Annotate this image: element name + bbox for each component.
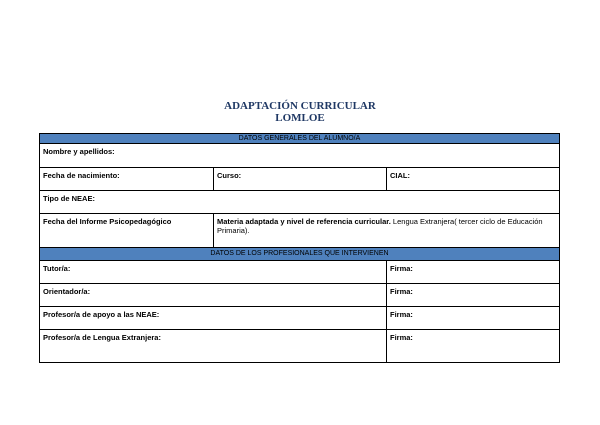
materia-cell [213,214,559,247]
document-title: ADAPTACIÓN CURRICULAR [224,100,376,112]
profesor-lengua-firma-label: Firma: [386,330,559,362]
table-row-orientador [39,284,560,307]
table-row-tutor [39,261,560,284]
table-row-profesor-apoyo [39,307,560,330]
cial-label: CIAL: [386,168,559,190]
table-row-profesor-lengua [39,330,560,363]
tutor-firma-label: Firma: [386,261,559,283]
section-header-alumno [39,133,560,144]
profesor-apoyo-firma-label: Firma: [386,307,559,329]
section-header-alumno-label: DATOS GENERALES DEL ALUMNO/A [238,135,361,142]
profesor-apoyo-label: Profesor/a de apoyo a las NEAE: [43,310,160,319]
section-header-profesionales [39,248,560,261]
curso-label: Curso: [213,168,386,190]
fecha-nacimiento-label: Fecha de nacimiento: [43,171,120,180]
materia-label: Materia adaptada y nivel de referencia curricular. [217,217,391,226]
nombre-label: Nombre y apellidos: [43,147,115,156]
profesor-lengua-label: Profesor/a de Lengua Extranjera: [43,333,161,342]
fecha-informe-label: Fecha del Informe Psicopedagógico [43,217,172,226]
section-header-profesionales-label: DATOS DE LOS PROFESIONALES QUE INTERVIENEN [210,250,389,257]
table-row-nombre [39,144,560,168]
document-subtitle: LOMLOE [275,112,325,124]
tipo-neae-label: Tipo de NEAE: [43,194,95,203]
orientador-label: Orientador/a: [43,287,91,296]
table-row-tipo-neae [39,191,560,214]
tutor-label: Tutor/a: [43,264,71,273]
materia-value: Lengua Extranjera( tercer ciclo de Educación Primaria). [217,217,543,235]
table-row-informe-materia [39,214,560,248]
orientador-firma-label: Firma: [386,284,559,306]
table-row-fecha-curso-cial [39,168,560,191]
